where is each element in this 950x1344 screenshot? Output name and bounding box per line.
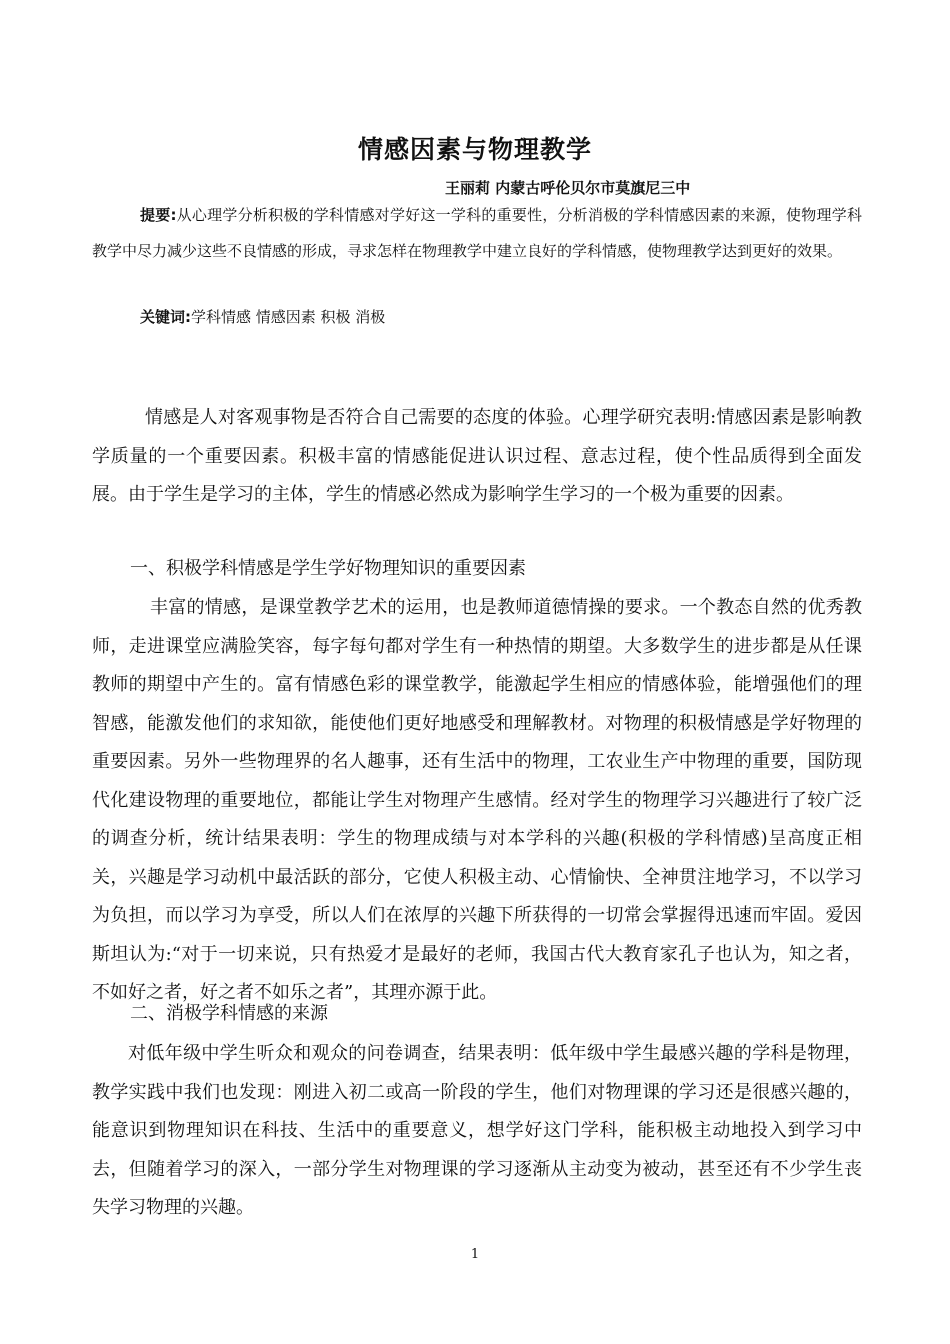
keywords-text: 学科情感 情感因素 积极 消极 (191, 308, 386, 326)
intro-paragraph: 情感是人对客观事物是否符合自己需要的态度的体验。心理学研究表明:情感因素是影响教学质量的一个重要因素。积极丰富的情感能促进认识过程、意志过程，使个性品质得到全面发展。由于学生是学习的主体，学生的情感必然成为影响学生学习的一个极为重要的因素。 (92, 407, 862, 505)
abstract-label: 提要: (140, 206, 177, 224)
section-heading-1: 一、积极学科情感是学生学好物理知识的重要因素 (130, 558, 526, 579)
abstract-text: 从心理学分析积极的学科情感对学好这一学科的重要性，分析消极的学科情感因素的来源，使物理学科教学中尽力减少这些不良情感的形成，寻求怎样在物理教学中建立良好的学科情感，使物理教学达到更好的效果。 (92, 206, 862, 260)
section-2-paragraph: 对低年级中学生听众和观众的问卷调查，结果表明：低年级中学生最感兴趣的学科是物理，教学实践中我们也发现：刚进入初二或高一阶段的学生，他们对物理课的学习还是很感兴趣的，能意识到物理知识在科技、生活中的重要意义，想学好这门学科，能积极主动地投入到学习中去，但随着学习的深入，一部分学生对物理课的学习逐渐从主动变为被动，甚至还有不少学生丧失学习物理的兴趣。 (92, 1043, 862, 1218)
keywords (140, 306, 385, 327)
document-title: 情感因素与物理教学 (357, 135, 592, 164)
keywords-label: 关键词: (140, 308, 191, 326)
author-affiliation: 王丽莉 内蒙古呼伦贝尔市莫旗尼三中 (445, 179, 691, 197)
section-1-paragraph: 丰富的情感，是课堂教学艺术的运用，也是教师道德情操的要求。一个教态自然的优秀教师，走进课堂应满脸笑容，每字每句都对学生有一种热情的期望。大多数学生的进步都是从任课教师的期望中产生的。富有情感色彩的课堂教学，能激起学生相应的情感体验，能增强他们的理智感，能激发他们的求知欲，能使他们更好地感受和理解教材。对物理的积极情感是学好物理的重要因素。另外一些物理界的名人趣事，还有生活中的物理，工农业生产中物理的重要，国防现代化建设物理的重要地位，都能让学生对物理产生感情。经对学生的物理学习兴趣进行了较广泛的调查分析，统计结果表明：学生的物理成绩与对本学科的兴趣(积极的学科情感)呈高度正相关，兴趣是学习动机中最活跃的部分，它使人积极主动、心情愉快、全神贯注地学习，不以学习为负担，而以学习为享受，所以人们在浓厚的兴趣下所获得的一切常会掌握得迅速而牢固。爱因斯坦认为:“对于一切来说，只有热爱才是最好的老师，我国古代大教育家孔子也认为，知之者，不如好之者，好之者不如乐之者”，其理亦源于此。 (92, 597, 862, 1003)
page-number: 1 (470, 1247, 480, 1262)
section-heading-2: 二、消极学科情感的来源 (130, 1003, 328, 1024)
abstract (92, 197, 862, 269)
